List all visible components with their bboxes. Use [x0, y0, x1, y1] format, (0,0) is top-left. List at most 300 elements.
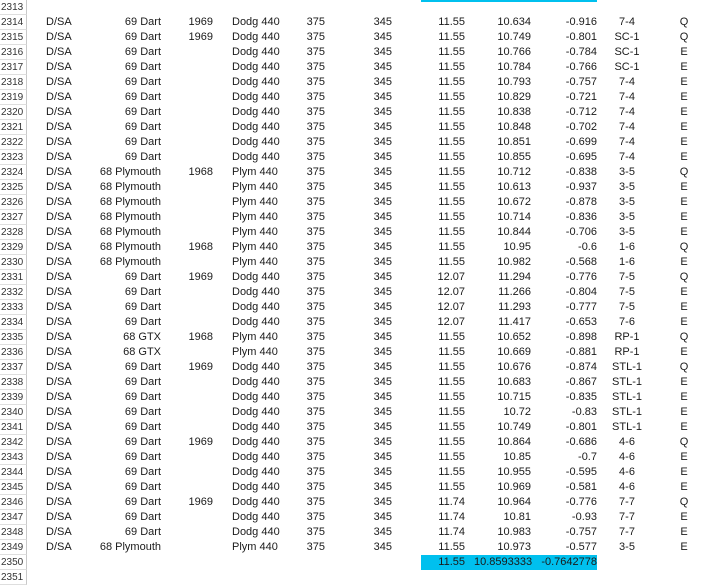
- cell-hp[interactable]: 345: [373, 31, 392, 43]
- cell-index[interactable]: 11.55: [438, 211, 465, 223]
- cell-cid[interactable]: 375: [306, 436, 325, 448]
- cell-et[interactable]: 10.793: [497, 76, 531, 88]
- cell-engine[interactable]: Dodg 440: [232, 496, 280, 508]
- cell-diff[interactable]: -0.801: [565, 31, 597, 43]
- row-number[interactable]: 2319: [0, 90, 27, 105]
- cell-cid[interactable]: 375: [306, 466, 325, 478]
- cell-year[interactable]: 1969: [188, 361, 213, 373]
- cell-et[interactable]: 10.955: [497, 466, 531, 478]
- row-number[interactable]: 2320: [0, 105, 27, 120]
- cell-type[interactable]: E: [680, 301, 688, 313]
- row-number[interactable]: 2322: [0, 135, 27, 150]
- cell-index[interactable]: 11.74: [438, 526, 465, 538]
- cell-type[interactable]: E: [680, 391, 688, 403]
- cell-et[interactable]: 10.749: [497, 31, 531, 43]
- cell-type[interactable]: E: [680, 196, 688, 208]
- cell-year[interactable]: [178, 225, 213, 240]
- cell-class[interactable]: D/SA: [46, 226, 72, 238]
- cell-et[interactable]: 11.293: [498, 301, 531, 313]
- cell-index[interactable]: 11.55: [438, 391, 465, 403]
- cell-hp[interactable]: 345: [373, 496, 392, 508]
- cell-type[interactable]: Q: [679, 331, 689, 343]
- cell-car[interactable]: 69 Dart: [124, 466, 161, 478]
- cell-et[interactable]: 10.983: [497, 526, 531, 538]
- cell-index[interactable]: 11.55: [438, 151, 465, 163]
- cell-et[interactable]: 10.749: [497, 421, 531, 433]
- cell-cid[interactable]: 375: [306, 226, 325, 238]
- cell-engine[interactable]: Dodg 440: [232, 91, 280, 103]
- row-number[interactable]: 2323: [0, 150, 27, 165]
- cell-et[interactable]: 10.851: [497, 136, 531, 148]
- row-number[interactable]: 2346: [0, 495, 27, 510]
- cell-type[interactable]: Q: [679, 166, 689, 178]
- cell-et[interactable]: 10.848: [497, 121, 531, 133]
- cell-round[interactable]: RP-1: [614, 346, 640, 358]
- cell-hp[interactable]: 345: [373, 376, 392, 388]
- cell-hp[interactable]: 345: [373, 346, 392, 358]
- cell-car[interactable]: 69 Dart: [124, 481, 161, 493]
- cell-year[interactable]: [178, 210, 213, 225]
- cell-year[interactable]: 1969: [188, 16, 213, 28]
- cell-car[interactable]: 68 GTX: [123, 346, 161, 358]
- cell-round[interactable]: 7-4: [619, 91, 635, 103]
- cell-et[interactable]: 10.712: [497, 166, 531, 178]
- cell-et[interactable]: 10.72: [503, 406, 531, 418]
- cell-round[interactable]: 1-6: [619, 256, 635, 268]
- cell-year[interactable]: [178, 45, 213, 60]
- cell-cid[interactable]: 375: [306, 136, 325, 148]
- cell-cid[interactable]: 375: [306, 511, 325, 523]
- cell-et[interactable]: 10.864: [497, 436, 531, 448]
- row-number[interactable]: 2351: [0, 570, 27, 585]
- cell-hp[interactable]: 345: [373, 241, 392, 253]
- cell-cid[interactable]: 375: [306, 151, 325, 163]
- cell-et[interactable]: 10.613: [497, 181, 531, 193]
- cell-class[interactable]: D/SA: [46, 526, 72, 538]
- cell-class[interactable]: D/SA: [46, 496, 72, 508]
- cell-engine[interactable]: Dodg 440: [232, 151, 280, 163]
- cell-type[interactable]: E: [680, 376, 688, 388]
- cell-type[interactable]: Q: [679, 271, 689, 283]
- cell-index[interactable]: 11.55: [438, 121, 465, 133]
- cell-diff[interactable]: -0.581: [565, 481, 597, 493]
- cell-et[interactable]: 11.294: [498, 271, 531, 283]
- cell-type[interactable]: E: [680, 61, 688, 73]
- cell-et[interactable]: 10.973: [497, 541, 531, 553]
- cell-index[interactable]: 11.74: [438, 496, 465, 508]
- row-number[interactable]: 2329: [0, 240, 27, 255]
- cell-diff[interactable]: -0.7: [578, 451, 597, 463]
- cell-car[interactable]: 69 Dart: [124, 316, 161, 328]
- cell-cid[interactable]: 375: [306, 526, 325, 538]
- cell-type[interactable]: E: [680, 316, 688, 328]
- cell-round[interactable]: 7-4: [619, 121, 635, 133]
- cell-type[interactable]: E: [680, 406, 688, 418]
- cell-et[interactable]: 10.714: [497, 211, 531, 223]
- cell-engine[interactable]: Plym 440: [232, 166, 278, 178]
- cell-engine[interactable]: Dodg 440: [232, 61, 280, 73]
- cell-hp[interactable]: 345: [373, 511, 392, 523]
- cell-class[interactable]: D/SA: [46, 541, 72, 553]
- cell-type[interactable]: E: [680, 211, 688, 223]
- cell-et[interactable]: 10.95: [503, 241, 531, 253]
- cell-round[interactable]: 3-5: [619, 166, 635, 178]
- cell-type[interactable]: E: [680, 256, 688, 268]
- cell-year[interactable]: [178, 300, 213, 315]
- cell-index[interactable]: 12.07: [437, 301, 465, 313]
- cell-car[interactable]: 68 GTX: [123, 331, 161, 343]
- cell-round[interactable]: 3-5: [619, 181, 635, 193]
- cell-diff[interactable]: -0.835: [565, 391, 597, 403]
- cell-diff[interactable]: -0.776: [565, 496, 597, 508]
- cell-et[interactable]: 10.81: [503, 511, 531, 523]
- cell-type[interactable]: E: [680, 541, 688, 553]
- cell-type[interactable]: E: [680, 91, 688, 103]
- cell-engine[interactable]: Plym 440: [232, 241, 278, 253]
- cell-class[interactable]: D/SA: [46, 511, 72, 523]
- cell-index[interactable]: 11.55: [438, 16, 465, 28]
- cell-type[interactable]: Q: [679, 436, 689, 448]
- cell-cid[interactable]: 375: [306, 76, 325, 88]
- cell-et[interactable]: 10.766: [497, 46, 531, 58]
- row-number[interactable]: 2344: [0, 465, 27, 480]
- cell-cid[interactable]: 375: [306, 106, 325, 118]
- cell-class[interactable]: D/SA: [46, 421, 72, 433]
- row-number[interactable]: 2347: [0, 510, 27, 525]
- cell-round[interactable]: STL-1: [612, 391, 642, 403]
- cell-index[interactable]: 11.55: [438, 76, 465, 88]
- cell-year[interactable]: [178, 60, 213, 75]
- cell-type[interactable]: E: [680, 481, 688, 493]
- cell-index[interactable]: 11.55: [438, 451, 465, 463]
- cell-et[interactable]: 10.829: [497, 91, 531, 103]
- cell-hp[interactable]: 345: [373, 256, 392, 268]
- cell-round[interactable]: 3-5: [619, 211, 635, 223]
- cell-et[interactable]: 10.855: [497, 151, 531, 163]
- cell-cid[interactable]: 375: [306, 91, 325, 103]
- cell-diff[interactable]: -0.878: [565, 196, 597, 208]
- cell-et[interactable]: 10.672: [497, 196, 531, 208]
- cell-class[interactable]: D/SA: [46, 61, 72, 73]
- cell-et[interactable]: 10.982: [497, 256, 531, 268]
- row-number[interactable]: 2334: [0, 315, 27, 330]
- cell-cid[interactable]: 375: [306, 181, 325, 193]
- cell-year[interactable]: [178, 345, 213, 360]
- cell-index[interactable]: 11.55: [438, 376, 465, 388]
- cell-class[interactable]: D/SA: [46, 106, 72, 118]
- cell-cid[interactable]: 375: [306, 16, 325, 28]
- cell-class[interactable]: D/SA: [46, 196, 72, 208]
- cell-car[interactable]: 69 Dart: [124, 46, 161, 58]
- cell-round[interactable]: 7-7: [619, 511, 635, 523]
- cell-round[interactable]: SC-1: [614, 46, 640, 58]
- cell-type[interactable]: Q: [679, 31, 689, 43]
- cell-year[interactable]: [178, 420, 213, 435]
- cell-type[interactable]: E: [680, 76, 688, 88]
- row-number[interactable]: 2332: [0, 285, 27, 300]
- cell-diff[interactable]: -0.653: [565, 316, 597, 328]
- cell-round[interactable]: 3-5: [619, 226, 635, 238]
- cell-car[interactable]: 69 Dart: [124, 421, 161, 433]
- cell-hp[interactable]: 345: [373, 226, 392, 238]
- cell-type[interactable]: E: [680, 136, 688, 148]
- cell-class[interactable]: D/SA: [46, 166, 72, 178]
- row-number[interactable]: 2339: [0, 390, 27, 405]
- cell-engine[interactable]: Dodg 440: [232, 451, 280, 463]
- cell-engine[interactable]: Plym 440: [232, 256, 278, 268]
- cell-engine[interactable]: Dodg 440: [232, 286, 280, 298]
- cell-year[interactable]: [178, 285, 213, 300]
- cell-type[interactable]: E: [680, 181, 688, 193]
- cell-et[interactable]: 10.964: [497, 496, 531, 508]
- cell-year[interactable]: 1969: [188, 496, 213, 508]
- cell-hp[interactable]: 345: [373, 301, 392, 313]
- row-number[interactable]: 2338: [0, 375, 27, 390]
- cell-diff[interactable]: -0.804: [565, 286, 597, 298]
- cell-type[interactable]: E: [680, 466, 688, 478]
- cell-year[interactable]: [178, 480, 213, 495]
- cell-class[interactable]: D/SA: [46, 481, 72, 493]
- cell-type[interactable]: Q: [679, 361, 689, 373]
- cell-type[interactable]: Q: [679, 241, 689, 253]
- cell-diff[interactable]: -0.836: [565, 211, 597, 223]
- cell-diff[interactable]: -0.874: [565, 361, 597, 373]
- cell-cid[interactable]: 375: [306, 406, 325, 418]
- cell-car[interactable]: 69 Dart: [124, 151, 161, 163]
- cell-et[interactable]: 10.669: [497, 346, 531, 358]
- cell-cid[interactable]: 375: [306, 256, 325, 268]
- cell-index[interactable]: 11.55: [438, 406, 465, 418]
- cell-car[interactable]: 69 Dart: [124, 526, 161, 538]
- cell-hp[interactable]: 345: [373, 181, 392, 193]
- cell-diff[interactable]: -0.776: [565, 271, 597, 283]
- cell-round[interactable]: SC-1: [614, 31, 640, 43]
- cell-index[interactable]: 11.55: [438, 241, 465, 253]
- cell-cid[interactable]: 375: [306, 121, 325, 133]
- row-number[interactable]: 2317: [0, 60, 27, 75]
- cell-et[interactable]: 10.838: [497, 106, 531, 118]
- cell-engine[interactable]: Dodg 440: [232, 301, 280, 313]
- cell-cid[interactable]: 375: [306, 421, 325, 433]
- cell-car[interactable]: 69 Dart: [124, 376, 161, 388]
- cell-engine[interactable]: Dodg 440: [232, 406, 280, 418]
- cell-class[interactable]: D/SA: [46, 136, 72, 148]
- cell-hp[interactable]: 345: [373, 406, 392, 418]
- cell-type[interactable]: E: [680, 106, 688, 118]
- cell-cid[interactable]: 375: [306, 196, 325, 208]
- cell-hp[interactable]: 345: [373, 151, 392, 163]
- cell-engine[interactable]: Dodg 440: [232, 316, 280, 328]
- cell-hp[interactable]: 345: [373, 76, 392, 88]
- cell-year[interactable]: 1968: [188, 331, 213, 343]
- cell-round[interactable]: 7-4: [619, 16, 635, 28]
- cell-cid[interactable]: 375: [306, 331, 325, 343]
- cell-car[interactable]: 69 Dart: [124, 271, 161, 283]
- cell-year[interactable]: 1968: [188, 166, 213, 178]
- cell-cid[interactable]: 375: [306, 271, 325, 283]
- cell-engine[interactable]: Dodg 440: [232, 376, 280, 388]
- cell-engine[interactable]: Dodg 440: [232, 421, 280, 433]
- cell-et[interactable]: 10.784: [497, 61, 531, 73]
- cell-engine[interactable]: Plym 440: [232, 181, 278, 193]
- row-number[interactable]: 2348: [0, 525, 27, 540]
- row-number[interactable]: 2349: [0, 540, 27, 555]
- cell-engine[interactable]: Dodg 440: [232, 136, 280, 148]
- cell-engine[interactable]: Dodg 440: [232, 466, 280, 478]
- cell-cid[interactable]: 375: [306, 361, 325, 373]
- row-number[interactable]: 2316: [0, 45, 27, 60]
- cell-engine[interactable]: Dodg 440: [232, 526, 280, 538]
- cell-car[interactable]: 69 Dart: [124, 76, 161, 88]
- cell-year[interactable]: [178, 315, 213, 330]
- cell-diff[interactable]: -0.93: [571, 511, 597, 523]
- cell-engine[interactable]: Dodg 440: [232, 106, 280, 118]
- cell-et[interactable]: 10.85: [503, 451, 531, 463]
- cell-round[interactable]: 7-7: [619, 496, 635, 508]
- cell-index[interactable]: 12.07: [437, 286, 465, 298]
- cell-cid[interactable]: 375: [306, 241, 325, 253]
- cell-round[interactable]: 4-6: [619, 481, 635, 493]
- row-number[interactable]: 2331: [0, 270, 27, 285]
- cell-type[interactable]: Q: [679, 496, 689, 508]
- row-number[interactable]: 2318: [0, 75, 27, 90]
- cell-year[interactable]: [178, 405, 213, 420]
- cell-et[interactable]: 10.844: [497, 226, 531, 238]
- cell-summary-c[interactable]: -0.7642778: [541, 556, 597, 568]
- cell-diff[interactable]: -0.838: [565, 166, 597, 178]
- cell-class[interactable]: D/SA: [46, 436, 72, 448]
- cell-round[interactable]: 7-5: [619, 271, 635, 283]
- cell-engine[interactable]: Dodg 440: [232, 391, 280, 403]
- cell-round[interactable]: 4-6: [619, 466, 635, 478]
- cell-round[interactable]: 7-4: [619, 106, 635, 118]
- cell-diff[interactable]: -0.706: [565, 226, 597, 238]
- cell-hp[interactable]: 345: [373, 316, 392, 328]
- cell-year[interactable]: [178, 195, 213, 210]
- row-number[interactable]: 2321: [0, 120, 27, 135]
- cell-engine[interactable]: Plym 440: [232, 226, 278, 238]
- cell-diff[interactable]: -0.898: [565, 331, 597, 343]
- cell-year[interactable]: [178, 105, 213, 120]
- cell-round[interactable]: STL-1: [612, 361, 642, 373]
- cell-year[interactable]: [178, 90, 213, 105]
- cell-year[interactable]: 1968: [188, 241, 213, 253]
- row-number[interactable]: 2336: [0, 345, 27, 360]
- row-number[interactable]: 2341: [0, 420, 27, 435]
- cell-index[interactable]: 11.55: [438, 361, 465, 373]
- cell-car[interactable]: 69 Dart: [124, 61, 161, 73]
- row-number[interactable]: 2340: [0, 405, 27, 420]
- cell-hp[interactable]: 345: [373, 526, 392, 538]
- cell-diff[interactable]: -0.757: [565, 526, 597, 538]
- row-number[interactable]: 2324: [0, 165, 27, 180]
- row-number[interactable]: 2345: [0, 480, 27, 495]
- cell-cid[interactable]: 375: [306, 31, 325, 43]
- cell-type[interactable]: E: [680, 286, 688, 298]
- row-number[interactable]: 2328: [0, 225, 27, 240]
- cell-index[interactable]: 11.55: [438, 31, 465, 43]
- cell-class[interactable]: D/SA: [46, 451, 72, 463]
- row-number[interactable]: 2333: [0, 300, 27, 315]
- cell-class[interactable]: D/SA: [46, 241, 72, 253]
- row-number[interactable]: 2327: [0, 210, 27, 225]
- cell-et[interactable]: 10.652: [497, 331, 531, 343]
- cell-cid[interactable]: 375: [306, 391, 325, 403]
- row-number[interactable]: 2335: [0, 330, 27, 345]
- cell-engine[interactable]: Plym 440: [232, 196, 278, 208]
- cell-engine[interactable]: Dodg 440: [232, 271, 280, 283]
- cell-diff[interactable]: -0.721: [565, 91, 597, 103]
- cell-class[interactable]: D/SA: [46, 16, 72, 28]
- cell-car[interactable]: 68 Plymouth: [99, 181, 161, 193]
- cell-hp[interactable]: 345: [373, 331, 392, 343]
- cell-type[interactable]: E: [680, 151, 688, 163]
- cell-engine[interactable]: Dodg 440: [232, 361, 280, 373]
- cell-round[interactable]: 3-5: [619, 196, 635, 208]
- cell-year[interactable]: [178, 450, 213, 465]
- cell-engine[interactable]: Dodg 440: [232, 481, 280, 493]
- row-number[interactable]: 2326: [0, 195, 27, 210]
- cell-index[interactable]: 11.74: [438, 511, 465, 523]
- cell-cid[interactable]: 375: [306, 166, 325, 178]
- cell-year[interactable]: [178, 390, 213, 405]
- cell-diff[interactable]: -0.702: [565, 121, 597, 133]
- cell-index[interactable]: 11.55: [438, 166, 465, 178]
- cell-hp[interactable]: 345: [373, 166, 392, 178]
- cell-engine[interactable]: Dodg 440: [232, 76, 280, 88]
- cell-diff[interactable]: -0.699: [565, 136, 597, 148]
- cell-engine[interactable]: Dodg 440: [232, 31, 280, 43]
- cell-class[interactable]: D/SA: [46, 121, 72, 133]
- cell-summary-a[interactable]: 11.55: [438, 556, 465, 568]
- cell-type[interactable]: E: [680, 121, 688, 133]
- cell-class[interactable]: D/SA: [46, 466, 72, 478]
- cell-year[interactable]: [178, 135, 213, 150]
- cell-car[interactable]: 69 Dart: [124, 106, 161, 118]
- row-number[interactable]: 2315: [0, 30, 27, 45]
- cell-index[interactable]: 11.55: [438, 481, 465, 493]
- cell-diff[interactable]: -0.6: [578, 241, 597, 253]
- cell-et[interactable]: 10.676: [497, 361, 531, 373]
- cell-class[interactable]: D/SA: [46, 406, 72, 418]
- cell-hp[interactable]: 345: [373, 421, 392, 433]
- cell-engine[interactable]: Plym 440: [232, 331, 278, 343]
- cell-cid[interactable]: 375: [306, 541, 325, 553]
- row-number[interactable]: 2343: [0, 450, 27, 465]
- cell-index[interactable]: 11.55: [438, 106, 465, 118]
- cell-class[interactable]: D/SA: [46, 256, 72, 268]
- cell-diff[interactable]: -0.686: [565, 436, 597, 448]
- cell-car[interactable]: 69 Dart: [124, 16, 161, 28]
- cell-hp[interactable]: 345: [373, 451, 392, 463]
- cell-cid[interactable]: 375: [306, 46, 325, 58]
- cell-hp[interactable]: 345: [373, 211, 392, 223]
- cell-car[interactable]: 69 Dart: [124, 391, 161, 403]
- cell-type[interactable]: Q: [679, 16, 689, 28]
- cell-car[interactable]: 69 Dart: [124, 121, 161, 133]
- cell-et[interactable]: 10.634: [497, 16, 531, 28]
- cell-diff[interactable]: -0.595: [565, 466, 597, 478]
- cell-cid[interactable]: 375: [306, 346, 325, 358]
- cell-class[interactable]: D/SA: [46, 391, 72, 403]
- cell-class[interactable]: D/SA: [46, 181, 72, 193]
- cell-index[interactable]: 11.55: [438, 181, 465, 193]
- cell-engine[interactable]: Dodg 440: [232, 16, 280, 28]
- cell-class[interactable]: D/SA: [46, 46, 72, 58]
- cell-class[interactable]: D/SA: [46, 361, 72, 373]
- cell-engine[interactable]: Plym 440: [232, 346, 278, 358]
- cell-type[interactable]: E: [680, 226, 688, 238]
